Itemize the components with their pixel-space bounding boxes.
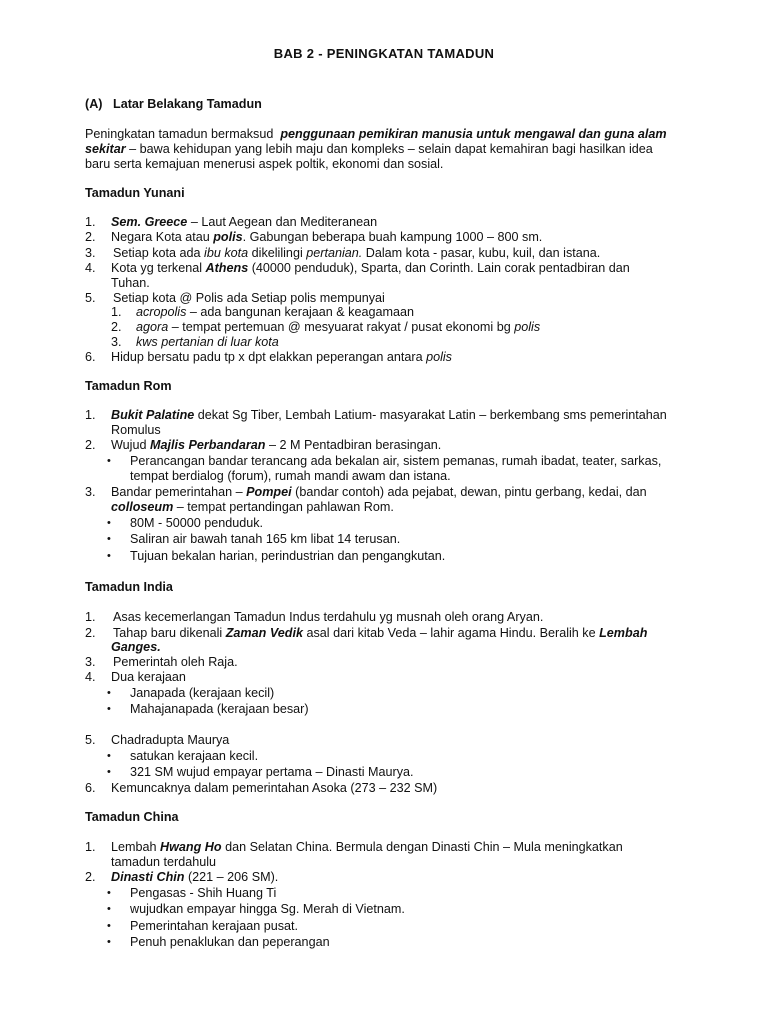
list-item: Pemerintah oleh Raja. [113,655,238,669]
list-number: 3. [85,246,96,260]
list-item: Wujud Majlis Perbandaran – 2 M Pentadbiran berasingan. [111,438,442,452]
list-item-continuation: tamadun terdahulu [111,855,217,869]
list-item: Kota yg terkenal Athens (40000 penduduk), Sparta, dan Corinth. Lain corak pentadbiran dan [111,261,630,275]
list-item: Setiap kota ada ibu kota dikelilingi pertanian. Dalam kota - pasar, kubu, kuil, dan istana. [113,246,601,260]
bullet-item: Pengasas - Shih Huang Ti [130,886,277,900]
heading-rom: Tamadun Rom [85,379,172,393]
bullet-icon: • [107,903,111,915]
sub-number: 3. [111,335,122,349]
heading-china: Tamadun China [85,810,179,824]
list-number: 5. [85,733,96,747]
bullet-icon: • [107,703,111,715]
list-item: Lembah Hwang Ho dan Selatan China. Bermula dengan Dinasti Chin – Mula meningkatkan [111,840,623,854]
list-item: Asas kecemerlangan Tamadun Indus terdahulu yg musnah oleh orang Aryan. [113,610,544,624]
bullet-item: 80M - 50000 penduduk. [130,516,264,530]
list-number: 2. [85,230,96,244]
heading-india: Tamadun India [85,580,173,594]
list-item: Setiap kota @ Polis ada Setiap polis mempunyai [113,291,385,305]
list-item: Dinasti Chin (221 – 206 SM). [111,870,279,884]
list-item: Bukit Palatine dekat Sg Tiber, Lembah Latium- masyarakat Latin – berkembang sms pemerintahan [111,408,667,422]
list-number: 3. [85,655,96,669]
bullet-item: wujudkan empayar hingga Sg. Merah di Vietnam. [130,902,405,916]
sub-number: 1. [111,305,122,319]
bullet-item: Tujuan bekalan harian, perindustrian dan pengangkutan. [130,549,446,563]
bullet-item: Mahajanapada (kerajaan besar) [130,702,309,716]
list-number: 4. [85,670,96,684]
bullet-item: Saliran air bawah tanah 165 km libat 14 terusan. [130,532,401,546]
bullet-item: 321 SM wujud empayar pertama – Dinasti Maurya. [130,765,414,779]
list-item-continuation: Ganges. [111,640,161,654]
page-title: BAB 2 - PENINGKATAN TAMADUN [273,46,495,61]
list-number: 2. [85,870,96,884]
section-heading: Latar Belakang Tamadun [113,97,262,111]
list-item: Negara Kota atau polis. Gabungan beberapa buah kampung 1000 – 800 sm. [111,230,543,244]
bullet-icon: • [107,936,111,948]
heading-yunani: Tamadun Yunani [85,186,185,200]
bullet-icon: • [107,517,111,529]
list-number: 4. [85,261,96,275]
bullet-item: Perancangan bandar terancang ada bekalan air, sistem pemanas, rumah ibadat, teater, sarkas, [130,454,662,468]
bullet-icon: • [107,920,111,932]
bullet-item: Penuh penaklukan dan peperangan [130,935,330,949]
bullet-icon: • [107,455,111,467]
bullet-icon: • [107,750,111,762]
list-number: 1. [85,840,96,854]
list-item: Kemuncaknya dalam pemerintahan Asoka (273 – 232 SM) [111,781,438,795]
sub-item: agora – tempat pertemuan @ mesyuarat rakyat / pusat ekonomi bg polis [136,320,541,334]
list-item: Sem. Greece – Laut Aegean dan Mediteranean [111,215,378,229]
list-number: 2. [85,438,96,452]
intro-line-1: Peningkatan tamadun bermaksud penggunaan pemikiran manusia untuk mengawal dan guna alam [85,127,667,141]
list-item-continuation: colloseum – tempat pertandingan pahlawan Rom. [111,500,394,514]
list-item-continuation: Tuhan. [111,276,150,290]
bullet-icon: • [107,687,111,699]
bullet-item: Janapada (kerajaan kecil) [130,686,275,700]
list-item: Chadradupta Maurya [111,733,230,747]
list-item-continuation: Romulus [111,423,161,437]
list-item: Dua kerajaan [111,670,186,684]
bullet-icon: • [107,766,111,778]
list-item: Hidup bersatu padu tp x dpt elakkan peperangan antara polis [111,350,452,364]
list-item: Tahap baru dikenali Zaman Vedik asal dari kitab Veda – lahir agama Hindu. Beralih ke Lembah [113,626,648,640]
bullet-icon: • [107,533,111,545]
list-item: Bandar pemerintahan – Pompei (bandar contoh) ada pejabat, dewan, pintu gerbang, kedai, dan [111,485,647,499]
list-number: 1. [85,610,96,624]
list-number: 1. [85,215,96,229]
list-number: 1. [85,408,96,422]
list-number: 2. [85,626,96,640]
bullet-item: satukan kerajaan kecil. [130,749,259,763]
sub-item: acropolis – ada bangunan kerajaan & keagamaan [136,305,414,319]
bullet-item: Pemerintahan kerajaan pusat. [130,919,299,933]
list-number: 6. [85,781,96,795]
list-number: 3. [85,485,96,499]
section-label: (A) [85,97,103,111]
list-number: 5. [85,291,96,305]
list-number: 6. [85,350,96,364]
bullet-item-continuation: tempat berdialog (forum), rumah mandi awam dan istana. [130,469,451,483]
intro-line-2: sekitar – bawa kehidupan yang lebih maju dan kompleks – selain dapat kemahiran bagi hasilkan idea [85,142,653,156]
bullet-icon: • [107,887,111,899]
intro-line-3: baru serta kemajuan menerusi aspek poltik, ekonomi dan sosial. [85,157,444,171]
bullet-icon: • [107,550,111,562]
sub-item: kws pertanian di luar kota [136,335,279,349]
sub-number: 2. [111,320,122,334]
